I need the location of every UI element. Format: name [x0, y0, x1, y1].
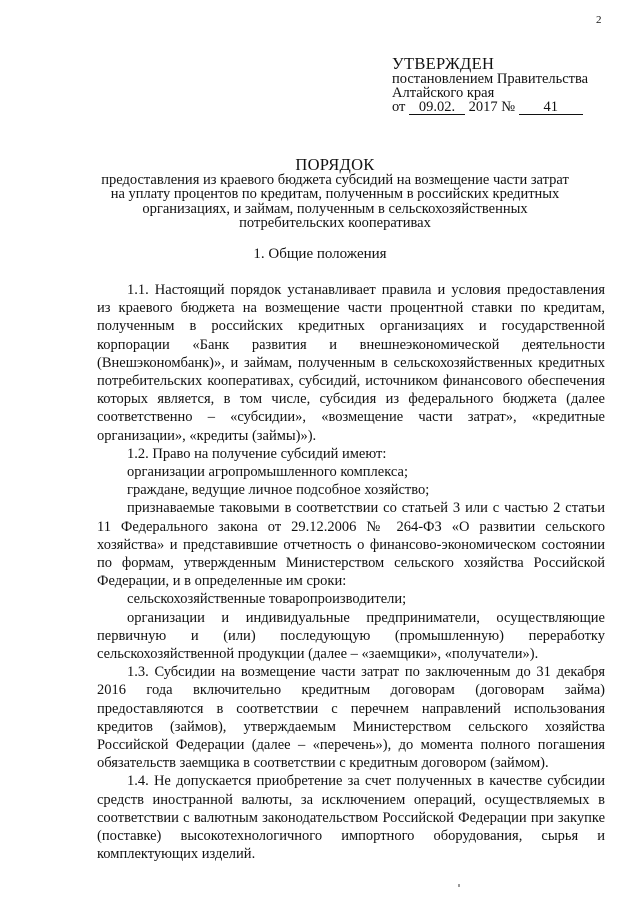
approval-date-line [392, 100, 622, 115]
approval-line-2: Алтайского края [392, 85, 495, 101]
list-item-producers: сельскохозяйственные товаропроизводители; [127, 591, 407, 608]
subtitle-line-1: предоставления из краевого бюджета субсидий на возмещение части затрат [101, 172, 569, 188]
from-label: от [392, 99, 406, 115]
approval-year: 2017 [468, 99, 498, 115]
subtitle-line-3: организациях, и займам, полученным в сельскохозяйственных [142, 200, 528, 217]
paragraph-1-3: 1.3. Субсидии на возмещение части затрат по заключенным до 31 декабря 2016 года включительно кредитным договорам (договорам займа) предоставляются в соответствии с перечнем направлений использования кредитов (займов), утверждаемым Министерством сельского хозяйства Российской Федерации (далее – «перечень»), до момента полного погашения обязательств заемщика в соответствии с кредитным договором (займом). [97, 664, 605, 772]
paragraph-recognized: признаваемые таковыми в соответствии со статьей 3 или с частью 2 статьи 11 Федерального закона от 29.12.2006 № 264-ФЗ «О развитии сельского хозяйства» и представившие отчетность о финансово-экономическом состоянии по формам, утвержденным Министерством сельского хозяйства Российской Федерации, и в определенные им сроки: [97, 500, 605, 590]
approval-date: 09.02. [409, 101, 465, 115]
approved-label: УТВЕРЖДЕН [392, 54, 495, 73]
approval-number: 41 [519, 101, 583, 115]
page-number: 2 [596, 14, 602, 26]
list-item-households: граждане, ведущие личное подсобное хозяйство; [127, 482, 430, 499]
subtitle-line-2: на уплату процентов по кредитам, полученным в российских кредитных [110, 186, 560, 203]
document-title-block [96, 156, 574, 230]
number-label: № [501, 99, 516, 115]
paragraph-1-1: 1.1. Настоящий порядок устанавливает правила и условия предоставления из краевого бюджета на возмещение части процентной ставки по кредитам, полученным в российских кредитных организациях и государственной корпорации «Банк развития и внешнеэкономической деятельности (Внешэкономбанк)», и займам, полученным в сельскохозяйственных кредитных потребительских кооперативах, субсидий, источником финансового обеспечения которых является, в том числе, субсидия из федерального бюджета (далее соответственно – «субсидии», «возмещение части затрат», «кредитные организации», «кредиты (займы)»). [97, 282, 605, 444]
section-heading: 1. Общие положения [253, 246, 387, 262]
paragraph-1-4: 1.4. Не допускается приобретение за счет полученных в качестве субсидии средств иностранной валюты, за исключением операций, осуществляемых в соответствии с валютным законодательством Российской Федерации при закупке (поставке) высокотехнологичного импортного оборудования, сырья и комплектующих изделий. [97, 773, 605, 863]
list-item-agro-organizations: организации агропромышленного комплекса; [127, 464, 408, 481]
list-item-processors: организации и индивидуальные предприниматели, осуществляющие первичную и (или) последующую (промышленную) переработку сельскохозяйственной продукции (далее – «заемщики», «получатели»). [97, 609, 605, 663]
paragraph-1-2: 1.2. Право на получение субсидий имеют: [127, 445, 387, 462]
document-title: ПОРЯДОК [295, 155, 375, 174]
approval-line-1: постановлением Правительства [392, 71, 589, 87]
subtitle-line-4: потребительских кооперативах [239, 214, 431, 231]
approval-stamp-block [392, 56, 622, 115]
scan-speck [458, 884, 460, 887]
document-body [97, 281, 605, 864]
